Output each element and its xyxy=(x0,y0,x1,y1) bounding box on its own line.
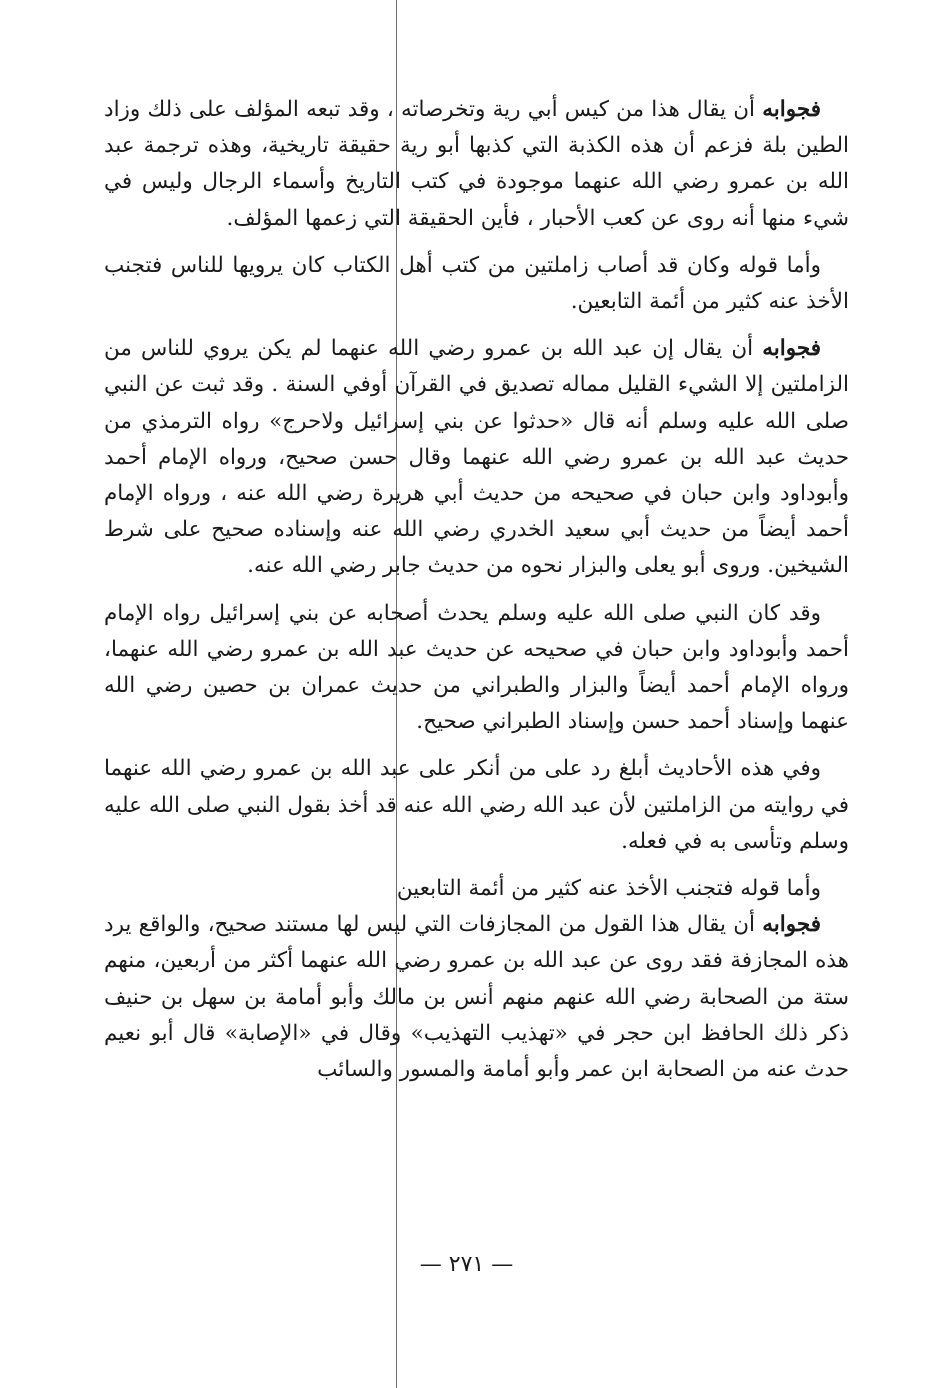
paragraph-text: وأما قوله وكان قد أصاب زاملتين من كتب أهل الكتاب كان يرويها للناس فتجنب الأخذ عنه كثير من أئمة التابعين. xyxy=(104,252,849,315)
paragraph xyxy=(104,907,849,1088)
paragraph-lead: فجوابه xyxy=(762,912,821,938)
paragraph-text: وقد كان النبي صلى الله عليه وسلم يحدث أصحابه عن بني إسرائيل رواه الإمام أحمد وأبوداود وابن حبان في صحيحه عن حديث عبد الله بن عمرو رضي الله عنهما، ورواه الإمام أحمد أيضاً والبزار والطبراني من حديث عمران بن حصين رضي الله عنهما وإسناد أحمد حسن وإسناد الطبراني صحيح. xyxy=(104,600,849,735)
paragraph xyxy=(104,92,849,237)
paragraph-lead: فجوابه xyxy=(762,97,821,122)
paragraph-text: وفي هذه الأحاديث أبلغ رد على من أنكر على عبد الله بن عمرو رضي الله عنهما في روايته من الزاملتين لأن عبد الله رضي الله عنه قد أخذ بقول النبي صلى الله عليه وسلم وتأسى به في فعله. xyxy=(104,756,849,854)
paragraph-text: وأما قوله فتجنب الأخذ عنه كثير من أئمة التابعين xyxy=(396,876,821,902)
paragraph-text: أن يقال هذا القول من المجازفات التي ليس لها مستند صحيح، والواقع يرد هذه المجازفة فقد روى عن عبد الله بن عمرو رضي الله عنهما أكثر من أربعين، منهم ستة من الصحابة رضي الله عنهم منهم أنس بن مالك وأبو أمامة بن سهل بن حنيف ذكر ذلك الحافظ ابن حجر في «تهذيب التهذيب» وقال في «الإصابة» قال أبو نعيم حدث عنه من الصحابة ابن عمر وأبو أمامة والمسور والسائب xyxy=(104,912,849,1083)
page-number: — ٢٧١ — xyxy=(419,1252,514,1277)
paragraph-lead: فجوابه xyxy=(762,336,821,362)
paragraph xyxy=(104,871,849,907)
paragraph xyxy=(104,596,849,741)
paragraph-text: أن يقال إن عبد الله بن عمرو رضي الله عنهما لم يكن يروي للناس من الزاملتين إلا الشيء القليل مماله تصديق في القرآن أوفي السنة . وقد ثبت عن النبي صلى الله عليه وسلم أنه قال «حدثوا عن بني إسرائيل ولاحرج» رواه الترمذي من حديث عبد الله بن عمرو رضي الله عنهما وقال حسن صحيح، ورواه الإمام أحمد وأبوداود وابن حبان في صحيحه من حديث أبي هريرة رضي الله عنه ، ورواه الإمام أحمد أيضاً من حديث أبي سعيد الخدري رضي الله عنه وإسناده صحيح على شرط الشيخين. وروى أبو يعلى والبزار نحوه من حديث جابر رضي الله عنه. xyxy=(104,336,849,579)
paragraph-text: أن يقال هذا من كيس أبي رية وتخرصاته ، وقد تبعه المؤلف على ذلك وزاد الطين بلة فزعم أن هذه الكذبة التي كذبها أبو رية حقيقة تاريخية، وهذه ترجمة عبد الله بن عمرو رضي الله عنهما موجودة في كتب التاريخ وأسماء الرجال وليس في شيء منها أنه روى عن كعب الأحبار ، فأين الحقيقة التي زعمها المؤلف. xyxy=(104,97,849,231)
paragraph xyxy=(104,751,849,860)
paragraph xyxy=(104,248,849,320)
body-text xyxy=(104,92,849,1099)
paragraph xyxy=(104,331,849,584)
